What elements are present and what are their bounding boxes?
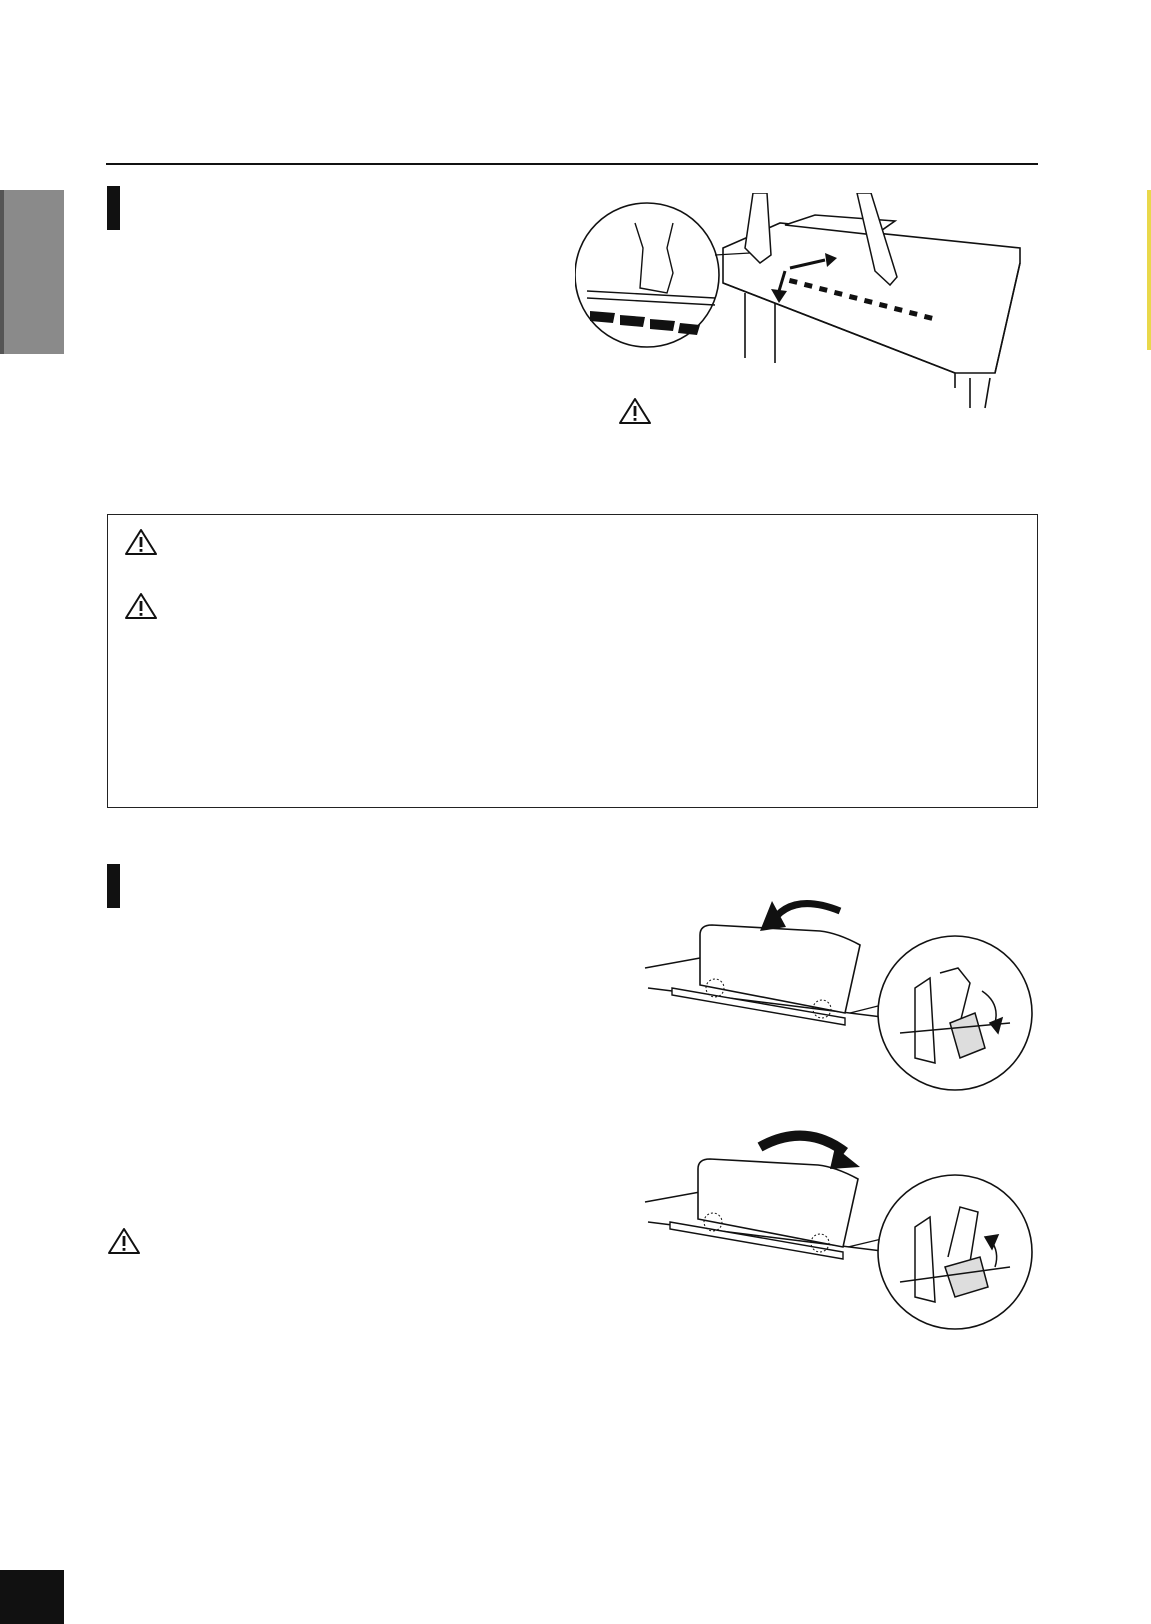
music-rest-lower-illustration xyxy=(640,1127,1040,1339)
piano-keyboard-cover-illustration xyxy=(575,193,1035,413)
section-marker-keyboard-cover xyxy=(107,186,120,230)
caution-box xyxy=(107,514,1038,808)
music-rest-raise-illustration xyxy=(640,873,1040,1101)
top-rule xyxy=(106,163,1038,165)
warning-triangle-icon xyxy=(124,591,158,621)
page-number-tab xyxy=(0,1570,64,1624)
warning-triangle-icon xyxy=(107,1226,141,1256)
warning-triangle-icon xyxy=(618,396,652,426)
section-marker-music-rest xyxy=(107,864,120,908)
warning-triangle-icon xyxy=(124,527,158,557)
page-edge-mark xyxy=(1147,190,1151,350)
side-chapter-tab xyxy=(0,190,64,354)
side-tab-edge xyxy=(0,190,4,354)
